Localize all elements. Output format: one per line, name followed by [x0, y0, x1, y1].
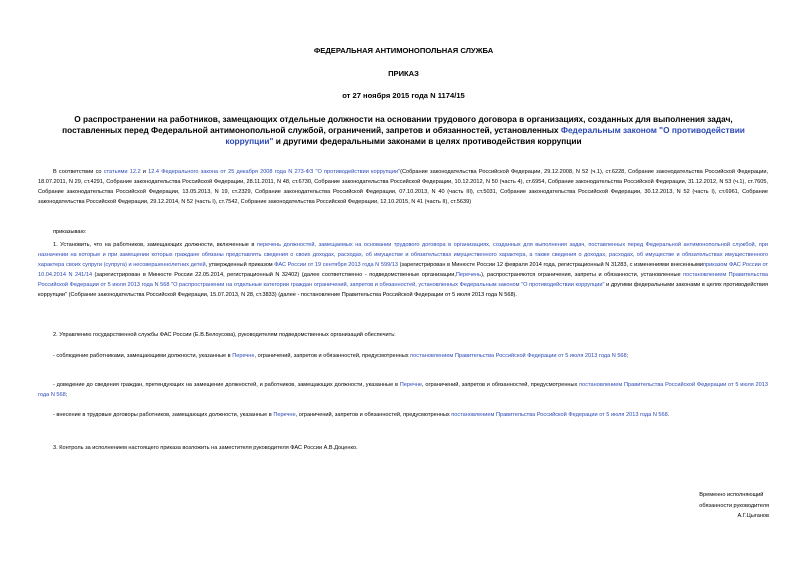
bullet-text: , ограничений, запретов и обязанностей, предусмотренных: [295, 412, 452, 418]
item-2-intro: 2. Управлению государственной службы ФАС России (Е.В.Белоусова), руководителям подведомственных организаций обеспечить:: [53, 332, 396, 338]
bullet-text: .: [667, 412, 670, 418]
order-word: приказываю:: [53, 229, 87, 235]
item-1-text: и другими федеральными законами в целях противодействия коррупции" (Собрание законодательства Российской Федерации, 15.07.2013, N 28, ст.3833) (далее - постановление Правительства Российской Федерации от 5 июля 2013 года N 568).: [38, 282, 768, 299]
fas-order-241-link[interactable]: приказом ФАС России от 10.04.2014 N 241/14: [38, 262, 768, 279]
signature-block: [699, 490, 769, 522]
bullet-text: ;: [626, 353, 629, 359]
item-1-text: (зарегистрирован в Минюсте России 12 февраля 2014 года, регистрационный N 31283, с изменениями внесенными: [397, 262, 704, 269]
preamble-paragraph: [38, 167, 768, 207]
bullet-text: - соблюдение работниками, замещающими должности, указанные в: [53, 353, 233, 359]
government-decree-568-link[interactable]: постановлением Правительства Российской Федерации от 5 июля 2013 года N 568: [38, 382, 768, 399]
perechen-link[interactable]: Перечень: [455, 272, 482, 279]
item-1-text: ), распространяются ограничения, запреты и обязанности, установленные: [481, 272, 684, 279]
item-1-paragraph: [38, 240, 768, 301]
perechen-link[interactable]: Перечне: [273, 412, 296, 418]
signature-title-line-2: обязанности руководителя: [699, 502, 769, 509]
item-1-text: (зарегистрирован в Минюсте России 22.05.2014, регистрационный N 32402) (далее соответственно - подведомственные организации,: [92, 272, 456, 279]
document-date-number: от 27 ноября 2015 года N 1174/15: [342, 91, 465, 100]
signature-title-line-1: Временно исполняющий: [699, 492, 764, 498]
bullet-text: , ограничений, запретов и обязанностей, предусмотренных: [254, 353, 411, 359]
item-2-bullet-1: [38, 351, 768, 361]
preamble-text: и: [140, 169, 149, 175]
bullet-text: - внесение в трудовые договоры работников, замещающих должности, указанные в: [53, 412, 274, 418]
item-1-text: , утвержденный приказом: [205, 262, 275, 269]
preamble-text: (Собрание законодательства Российской Федерации, 29.12.2008, N 52 (ч.1), ст.6228, Собрание законодательства Российской Федерации, 18.07.2011, N 29, ст.4291, Собрание законодательства Российской Федерации, 28.11.2011, N 48, ст.6730, Собрание законодательства Российской Федерации, 10.12.2012, N 50 (часть 4), ст.6954, Собрание законодательства Российской Федерации, 31.12.2012, N 53 (ч.1), ст.7605, Собрание законодательства Российской Федерации, 13.05.2013, N 19, ст.2329, Собрание законодательства Российской Федерации, 07.10.2013, N 40 (часть III), ст.5031, Собрание законодательства Российской Федерации, 30.12.2013, N 52 (часть I), ст.6961, Собрание законодательства Российской Федерации, 29.12.2014, N 52 (часть I), ст.7542, Собрание законодательства Российской Федерации, 12.10.2015, N 41 (часть II), ст.5639): [38, 169, 768, 206]
title-text-end: и другими федеральными законами в целях противодействия коррупции: [273, 136, 582, 146]
preamble-text: В соответствии со: [53, 169, 104, 175]
perechen-link[interactable]: Перечне: [232, 353, 255, 359]
signatory-name: А.Г.Цыганов: [737, 513, 769, 520]
article-12-2-link[interactable]: статьями 12.2: [103, 169, 141, 175]
federal-law-273-link[interactable]: 12.4 Федерального закона от 25 декабря 2008 года N 273-ФЗ "О противодействии коррупции": [148, 169, 401, 175]
anticorruption-law-link[interactable]: Федеральным законом "О противодействии коррупции": [225, 125, 745, 146]
item-2-bullet-3: [38, 410, 768, 420]
government-decree-568-link[interactable]: постановлением Правительства Российской Федерации от 5 июля 2013 года N 568: [410, 353, 627, 359]
bullet-text: - доведение до сведения граждан, претендующих на замещение должностей, и работников, замещающих должности, указанные в: [53, 382, 400, 388]
fas-order-599-link[interactable]: ФАС России от 19 сентября 2013 года N 599/13: [274, 262, 398, 269]
title-text: О распространении на работников, замещающих отдельные должности на основании трудового договора в организациях, созданных для выполнения задач, поставленных перед Федеральной антимонопольной службой, ограничений, запретов и обязанностей, установленных: [62, 114, 733, 135]
positions-list-link[interactable]: перечень должностей, замещаемых на основании трудового договора в организациях, созданных для выполнения задач, поставленных перед Федеральной антимонопольной службой, при назначении на которые и при замещении которых граждане обязаны представлять сведения о своих доходах, расходах, об имуществе и обязательствах имущественного характера, а также сведения о доходах, расходах, об имуществе и обязательствах имущественного характера своих супруги (супруга) и несовершеннолетних детей: [38, 242, 768, 269]
document-type: ПРИКАЗ: [388, 69, 419, 78]
item-1-text: 1. Установить, что на работников, замещающих должности, включенные в: [53, 242, 257, 248]
government-decree-568-link[interactable]: постановлением Правительства Российской Федерации от 5 июля 2013 года N 568: [451, 412, 668, 418]
bullet-text: ;: [65, 392, 68, 399]
item-2-bullet-2: [38, 380, 768, 400]
bullet-text: , ограничений, запретов и обязанностей, предусмотренных: [422, 382, 580, 388]
perechen-link[interactable]: Перечне: [399, 382, 423, 388]
government-decree-568-link[interactable]: постановлением Правительства Российской Федерации от 5 июля 2013 года N 568 "О распространении на отдельные категории граждан ограничений, запретов и обязанностей, установленных Федеральным законом "О противодействии коррупции": [38, 272, 768, 289]
document-title: [46, 114, 761, 147]
agency-name: ФЕДЕРАЛЬНАЯ АНТИМОНОПОЛЬНАЯ СЛУЖБА: [313, 46, 494, 55]
item-3-paragraph: 3. Контроль за исполнением настоящего приказа возложить на заместителя руководителя ФАС России А.В.Доценко.: [53, 445, 358, 451]
